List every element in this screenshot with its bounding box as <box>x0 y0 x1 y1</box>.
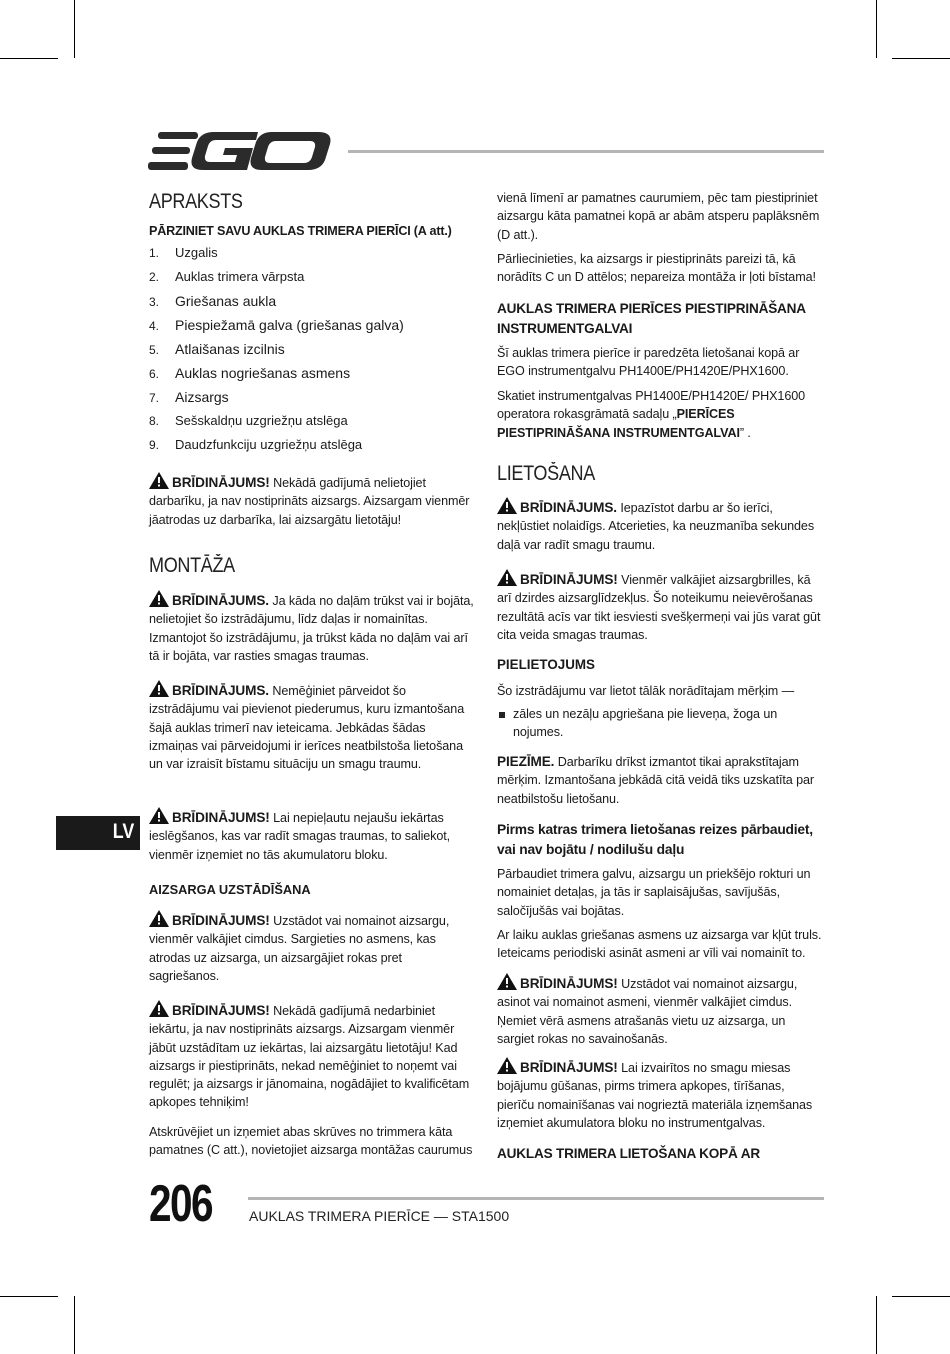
warning-10: BRĪDINĀJUMS! Lai izvairītos no smagu miesas bojājumu gūšanas, pirms trimera apkopes, tīrīšanas, pierīču nomainīšanas vai nogrieztā materiāla izņemšanas izņemiet akumulatora bloku no instrumentgalvas. <box>497 1057 824 1132</box>
warning-6: BRĪDINĀJUMS! Nekādā gadījumā nedarbiniet iekārtu, ja nav nostiprināts aizsargs. Aizsargam vienmēr jābūt uzstādītam uz iekārtas, lai aizsargātu lietotāju! Kad aizsargs ir piestiprināts, nekad nemēģiniet to noņemt vai regulēt; ja aizsargs ir jānomaina, nogādājiet to kvalificētam apkopes tehniķim! <box>149 1000 475 1112</box>
list-item: 9. Daudzfunkciju uzgriežņu atslēga <box>149 437 363 452</box>
warning-4: BRĪDINĀJUMS! Lai nepieļautu nejaušu iekārtas ieslēgšanos, kas var radīt smagas traumas, to saliekot, vienmēr izņemiet no tās akumulatoru bloku. <box>149 807 475 864</box>
warning-3: BRĪDINĀJUMS. Nemēģiniet pārveidot šo izstrādājumu vai pievienot piederumus, kuru izmantošana šajā auklas trimerī nav ieteicama. Jebkādas šādas izmaiņas vai pārveidojumi ir ierīces neatbilstoša lietošana un var izraisīt bīstamu situāciju un smagu traumu. <box>149 680 475 773</box>
note: PIEZĪME. Darbarīku drīkst izmantot tikai aprakstītajam mērķim. Izmantošana jebkādā citā veidā tiks uzskatīta par neatbilstošu lietošanu. <box>497 754 814 806</box>
attach-text-2: Skatiet instrumentgalvas PH1400E/PH1420E/ PHX1600 operatora rokasgrāmatā sadaļu „PIERĪCES PIESTIPRINĀŠANA INSTRUMENTGALVAI” . <box>497 389 806 440</box>
warning-triangle-icon <box>497 569 517 586</box>
warning-2: BRĪDINĀJUMS. Ja kāda no daļām trūkst vai ir bojāta, nelietojiet šo izstrādājumu, līdz daļas ir nomainītas. Izmantojot šo izstrādājumu, ja trūkst kāda no daļām vai arī tā ir bojāta, var rasties smagas traumas. <box>149 590 475 665</box>
list-item: 8. Sešskaldņu uzgriežņu atslēga <box>149 413 348 428</box>
inspect-title: Pirms katras trimera lietošanas reizes pārbaudiet, vai nav bojātu / nodilušu daļu <box>497 822 813 857</box>
crop-mark <box>876 0 877 58</box>
apraksts-subtitle: PĀRZINIET SAVU AUKLAS TRIMERA PIERĪCI (A att.) <box>149 224 452 238</box>
warning-triangle-icon <box>497 497 517 514</box>
crop-mark <box>892 58 950 59</box>
bullet-icon <box>499 712 505 718</box>
warning-triangle-icon <box>149 807 169 824</box>
list-item: 4. Piespiežamā galva (griešanas galva) <box>149 317 404 333</box>
crop-mark <box>0 58 58 59</box>
attach-title: AUKLAS TRIMERA PIERĪCES PIESTIPRINĀŠANA INSTRUMENTGALVAI <box>497 301 806 336</box>
last-title: AUKLAS TRIMERA LIETOŠANA KOPĀ AR <box>497 1146 760 1161</box>
crop-mark <box>876 1296 877 1354</box>
guard-instructions: Atskrūvējiet un izņemiet abas skrūves no trimmera kāta pamatnes (C att.), novietojiet aizsarga montāžas caurumus <box>149 1125 473 1158</box>
warning-7: BRĪDINĀJUMS. Iepazīstot darbu ar šo ierīci, nekļūstiet nolaidīgs. Atcerieties, ka neuzmanība sekundes daļā var radīt smagu traumu. <box>497 497 824 554</box>
section-title-montaza: MONTĀŽA <box>149 554 235 577</box>
warning-5: BRĪDINĀJUMS! Uzstādot vai nomainot aizsargu, vienmēr valkājiet cimdus. Sargieties no asmens, kas atrodas uz aizsarga, un aizsargājiet rokas pret sagriešanos. <box>149 910 475 985</box>
language-tab-label: LV <box>112 820 134 843</box>
list-item: 1. Uzgalis <box>149 245 218 260</box>
warning-triangle-icon <box>497 973 517 990</box>
warning-triangle-icon <box>149 910 169 927</box>
warning-9: BRĪDINĀJUMS! Uzstādot vai nomainot aizsargu, asinot vai nomainot asmeni, vienmēr valkājiet cimdus. Ņemiet vērā asmens atrašanās vietu uz aizsarga, un sargiet rokas no savainošanās. <box>497 973 824 1048</box>
list-item: 5. Atlaišanas izcilnis <box>149 341 285 357</box>
header-rule <box>348 150 824 153</box>
language-tab <box>56 816 140 850</box>
crop-mark <box>74 1296 75 1354</box>
guard-instructions-continued: vienā līmenī ar pamatnes caurumiem, pēc tam piestipriniet aizsargu kāta pamatnei kopā ar abām atsperu paplāksnēm (D att.). <box>497 191 820 242</box>
application-text: Šo izstrādājumu var lietot tālāk norādītajam mērķim — <box>497 684 795 698</box>
warning-triangle-icon <box>149 1000 169 1017</box>
application-bullet: zāles un nezāļu apgriešana pie lieveņa, žoga un nojumes. <box>497 705 824 742</box>
footer-rule <box>248 1197 824 1200</box>
inspect-text-1: Pārbaudiet trimera galvu, aizsargu un priekšējo rokturi un nomainiet detaļas, ja tās ir saplaisājušas, savījušās, saločījušās vai bojātas. <box>497 867 811 918</box>
ego-logo <box>148 130 333 172</box>
guard-title: AIZSARGA UZSTĀDĪŠANA <box>149 882 311 897</box>
section-title-lietosana: LIETOŠANA <box>497 462 595 485</box>
section-title-apraksts: APRAKSTS <box>149 190 243 213</box>
footer-title: AUKLAS TRIMERA PIERĪCE — STA1500 <box>249 1208 510 1224</box>
application-title: PIELIETOJUMS <box>497 657 595 672</box>
list-item: 2. Auklas trimera vārpsta <box>149 269 305 284</box>
warning-8: BRĪDINĀJUMS! Vienmēr valkājiet aizsargbrilles, kā arī dzirdes aizsarglīdzekļus. Šo noteikumu neievērošanas rezultātā acīs var tikt iesviesti svešķermeņi vai jūs varat gūt cita veida smagas traumas. <box>497 569 824 644</box>
warning-triangle-icon <box>149 590 169 607</box>
warning-1: BRĪDINĀJUMS! Nekādā gadījumā nelietojiet darbarīku, ja nav nostiprināts aizsargs. Aizsargam vienmēr jāatrodas uz darbarīka, lai aizsargātu lietotāju! <box>149 472 475 529</box>
warning-triangle-icon <box>149 472 169 489</box>
list-item: 7. Aizsargs <box>149 389 229 405</box>
crop-mark <box>892 1296 950 1297</box>
warning-triangle-icon <box>149 680 169 697</box>
guard-check-text: Pārliecinieties, ka aizsargs ir piestiprināts pareizi tā, kā norādīts C un D attēlos; nepareiza montāža ir ļoti bīstama! <box>497 252 816 285</box>
inspect-text-2: Ar laiku auklas griešanas asmens uz aizsarga var kļūt truls. Ieteicams periodiski asināt asmeni ar vīli vai nomainīt to. <box>497 928 822 961</box>
list-item: 3. Griešanas aukla <box>149 293 277 309</box>
crop-mark <box>0 1296 58 1297</box>
warning-triangle-icon <box>497 1057 517 1074</box>
crop-mark <box>74 0 75 58</box>
attach-text-1: Šī auklas trimera pierīce ir paredzēta lietošanai kopā ar EGO instrumentgalvu PH1400E/PH1420E/PHX1600. <box>497 346 800 379</box>
page-number: 206 <box>149 1175 212 1233</box>
list-item: 6. Auklas nogriešanas asmens <box>149 365 351 381</box>
